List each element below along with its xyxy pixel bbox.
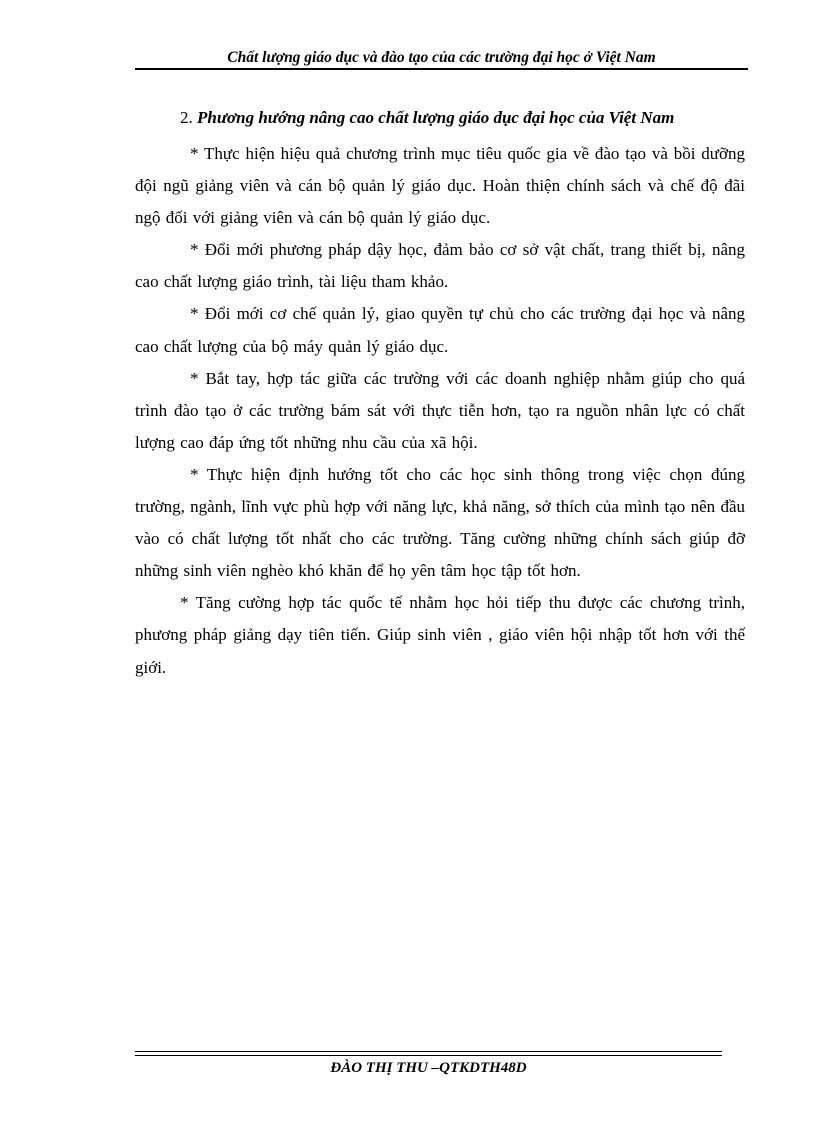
page-header-title: Chất lượng giáo dục và đào tạo của các trường đại học ở Việt Nam	[227, 49, 656, 66]
section-title: Phương hướng nâng cao chất lượng giáo dục đại học của Việt Nam	[197, 108, 675, 127]
document-body	[135, 138, 745, 684]
paragraph: * Đổi mới cơ chế quản lý, giao quyền tự chủ cho các trường đại học và nâng cao chất lượng của bộ máy quản lý giáo dục.	[135, 304, 745, 356]
header-rule	[135, 68, 748, 70]
paragraph: * Thực hiện hiệu quả chương trình mục tiêu quốc gia về đào tạo và bồi dưỡng đội ngũ giảng viên và cán bộ quản lý giáo dục. Hoàn thiện chính sách và chế độ đãi ngộ đối với giảng viên và cán bộ quản lý giáo dục.	[135, 144, 745, 228]
paragraph: * Thực hiện định hướng tốt cho các học sinh thông trong việc chọn đúng trường, ngành, lĩnh vực phù hợp với năng lực, khả năng, sở thích của mình tạo nên đầu vào có chất lượng tốt nhất cho các trường. Tăng cường những chính sách giúp đỡ những sinh viên nghèo khó khăn để họ yên tâm học tập tốt hơn.	[135, 464, 745, 581]
paragraph: * Tăng cường hợp tác quốc tế nhằm học hỏi tiếp thu được các chương trình, phương pháp giảng dạy tiên tiến. Giúp sinh viên , giáo viên hội nhập tốt hơn với thế giới.	[135, 593, 745, 677]
paragraph: * Bắt tay, hợp tác giữa các trường với các doanh nghiệp nhằm giúp cho quá trình đào tạo ở các trường bám sát với thực tiễn hơn, tạo ra nguồn nhân lực có chất lượng cao đáp ứng tốt những nhu cầu của xã hội.	[135, 368, 745, 452]
section-heading	[135, 107, 748, 129]
page-footer-author: ĐÀO THỊ THU –QTKDTH48D	[330, 1060, 527, 1076]
paragraph: * Đổi mới phương pháp dậy học, đảm bảo cơ sở vật chất, trang thiết bị, nâng cao chất lượng giáo trình, tài liệu tham khảo.	[135, 240, 745, 292]
section-number: 2.	[180, 108, 193, 127]
footer-rule-bottom	[135, 1055, 722, 1056]
footer-rule-top	[135, 1051, 722, 1052]
